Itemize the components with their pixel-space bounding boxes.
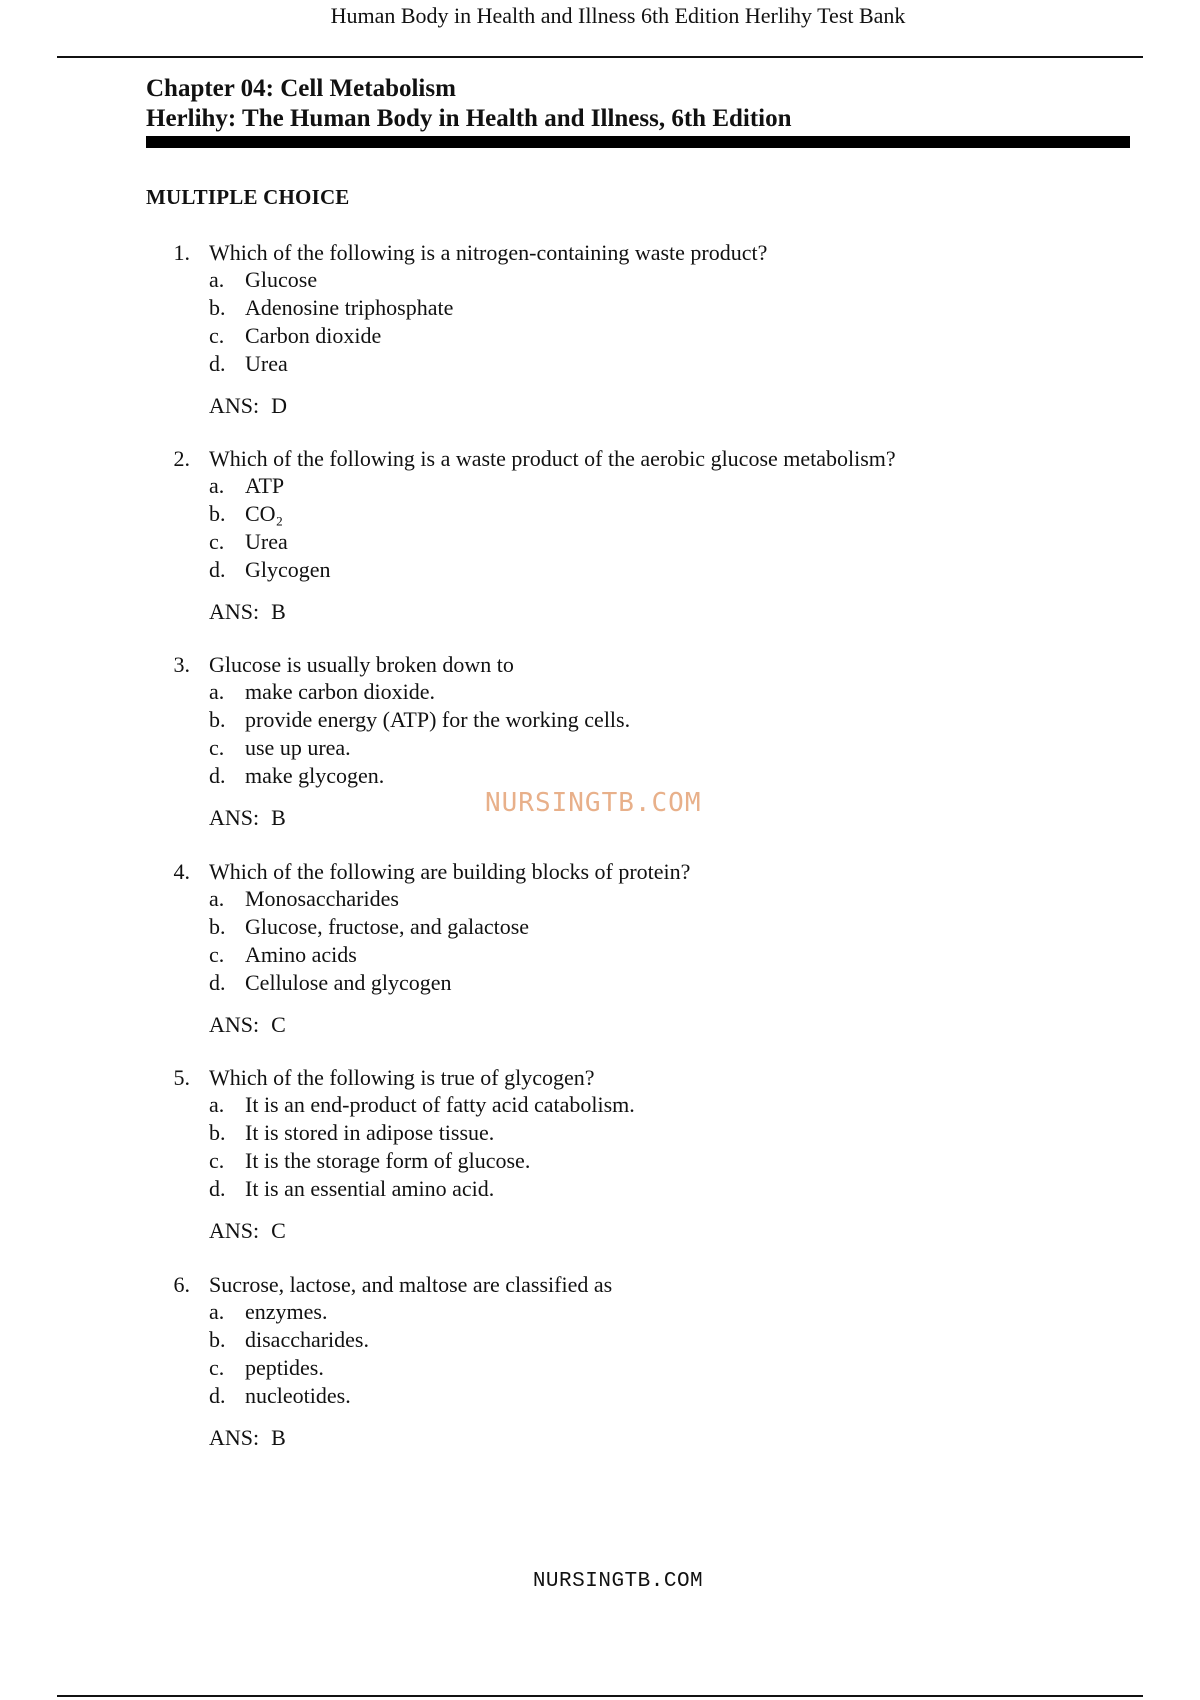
answer-label: ANS:	[209, 1218, 260, 1243]
answer-value: C	[271, 1012, 286, 1037]
choice-letter: c.	[209, 942, 225, 967]
choice-b	[0, 1326, 1200, 1354]
choice-letter: a.	[209, 1299, 225, 1324]
choice-c	[0, 941, 1200, 969]
choice-text: Carbon dioxide	[245, 323, 382, 348]
choice-letter: b.	[209, 914, 226, 939]
choice-text: It is an essential amino acid.	[245, 1176, 495, 1201]
choice-b	[0, 913, 1200, 941]
question-number: 4.	[173, 859, 190, 884]
choice-letter: d.	[209, 351, 226, 376]
choice-letter: c.	[209, 735, 225, 760]
choice-b	[0, 1119, 1200, 1147]
choice-letter: d.	[209, 1176, 226, 1201]
answer-label: ANS:	[209, 393, 260, 418]
choice-a	[0, 1298, 1200, 1326]
choice-letter: a.	[209, 679, 225, 704]
answer-line	[209, 1424, 286, 1452]
choice-d	[0, 1382, 1200, 1410]
answer-value: C	[271, 1218, 286, 1243]
choice-d	[0, 969, 1200, 997]
choice-d	[0, 350, 1200, 378]
choice-c	[0, 322, 1200, 350]
choice-text: Cellulose and glycogen	[245, 970, 452, 995]
choice-text: It is stored in adipose tissue.	[245, 1120, 495, 1145]
choice-text: enzymes.	[245, 1299, 328, 1324]
question-number: 5.	[173, 1065, 190, 1090]
answer-value: D	[271, 393, 288, 418]
choice-a	[0, 266, 1200, 294]
choice-a	[0, 472, 1200, 500]
footer-site-text: NURSINGTB.COM	[532, 1570, 704, 1593]
choice-letter: c.	[209, 323, 225, 348]
question-stem: Which of the following is a nitrogen-containing waste product?	[209, 240, 768, 265]
question-stem: Which of the following are building blocks of protein?	[209, 859, 691, 884]
choice-a	[0, 1091, 1200, 1119]
answer-value: B	[271, 1425, 286, 1450]
question-stem: Which of the following is a waste product of the aerobic glucose metabolism?	[209, 446, 896, 471]
choice-c	[0, 1147, 1200, 1175]
choice-text: Adenosine triphosphate	[245, 295, 454, 320]
choice-text: Monosaccharides	[245, 886, 399, 911]
choice-d	[0, 762, 1200, 790]
choice-d	[0, 556, 1200, 584]
answer-line	[209, 598, 286, 626]
choice-letter: a.	[209, 267, 225, 292]
choice-text: Glucose	[245, 267, 318, 292]
answer-line	[209, 1011, 286, 1039]
question-stem: Which of the following is true of glycogen?	[209, 1065, 595, 1090]
choice-d	[0, 1175, 1200, 1203]
choice-text: Glycogen	[245, 557, 331, 582]
choice-b	[0, 500, 1200, 528]
choice-a	[0, 885, 1200, 913]
choice-b	[0, 294, 1200, 322]
choice-a	[0, 678, 1200, 706]
footer-rule	[57, 1695, 1143, 1697]
choice-letter: a.	[209, 886, 225, 911]
book-title: Herlihy: The Human Body in Health and Illness, 6th Edition	[146, 105, 792, 132]
answer-value: B	[271, 805, 286, 830]
choice-letter: b.	[209, 1327, 226, 1352]
question-stem: Sucrose, lactose, and maltose are classified as	[209, 1272, 613, 1297]
choice-letter: b.	[209, 707, 226, 732]
question-number: 3.	[173, 652, 190, 677]
question-number: 1.	[173, 240, 190, 265]
choice-letter: d.	[209, 970, 226, 995]
answer-label: ANS:	[209, 805, 260, 830]
answer-label: ANS:	[209, 1425, 260, 1450]
answer-line	[209, 392, 287, 420]
answer-label: ANS:	[209, 599, 260, 624]
choice-letter: b.	[209, 1120, 226, 1145]
choice-text: provide energy (ATP) for the working cells.	[245, 707, 631, 732]
choice-text: peptides.	[245, 1355, 324, 1380]
choice-text: make glycogen.	[245, 763, 385, 788]
section-heading: MULTIPLE CHOICE	[146, 185, 350, 209]
choice-letter: d.	[209, 763, 226, 788]
choice-letter: b.	[209, 295, 226, 320]
choice-text: disaccharides.	[245, 1327, 369, 1352]
choice-text: It is the storage form of glucose.	[245, 1148, 531, 1173]
choice-text: nucleotides.	[245, 1383, 351, 1408]
running-header: Human Body in Health and Illness 6th Edition Herlihy Test Bank	[330, 3, 906, 28]
watermark: NURSINGTB.COM	[485, 788, 702, 818]
choice-c	[0, 1354, 1200, 1382]
choice-c	[0, 528, 1200, 556]
choice-letter: d.	[209, 1383, 226, 1408]
choice-letter: c.	[209, 529, 225, 554]
choice-text: make carbon dioxide.	[245, 679, 435, 704]
answer-value: B	[271, 599, 286, 624]
choice-letter: c.	[209, 1148, 225, 1173]
choice-letter: a.	[209, 473, 225, 498]
choice-text: use up urea.	[245, 735, 351, 760]
choice-text: Glucose, fructose, and galactose	[245, 914, 530, 939]
choice-text: CO₂	[245, 501, 284, 526]
choice-c	[0, 734, 1200, 762]
answer-line	[209, 1217, 286, 1245]
choice-text: Urea	[245, 529, 288, 554]
choice-text: Amino acids	[245, 942, 357, 967]
answer-label: ANS:	[209, 1012, 260, 1037]
choice-text: Urea	[245, 351, 288, 376]
choice-text: It is an end-product of fatty acid catabolism.	[245, 1092, 635, 1117]
choice-text: ATP	[245, 473, 285, 498]
chapter-title: Chapter 04: Cell Metabolism	[146, 75, 456, 102]
choice-letter: d.	[209, 557, 226, 582]
question-stem: Glucose is usually broken down to	[209, 652, 514, 677]
question-number: 2.	[173, 446, 190, 471]
answer-line	[209, 804, 286, 832]
choice-letter: b.	[209, 501, 226, 526]
choice-letter: a.	[209, 1092, 225, 1117]
question-number: 6.	[173, 1272, 190, 1297]
choice-b	[0, 706, 1200, 734]
choice-letter: c.	[209, 1355, 225, 1380]
